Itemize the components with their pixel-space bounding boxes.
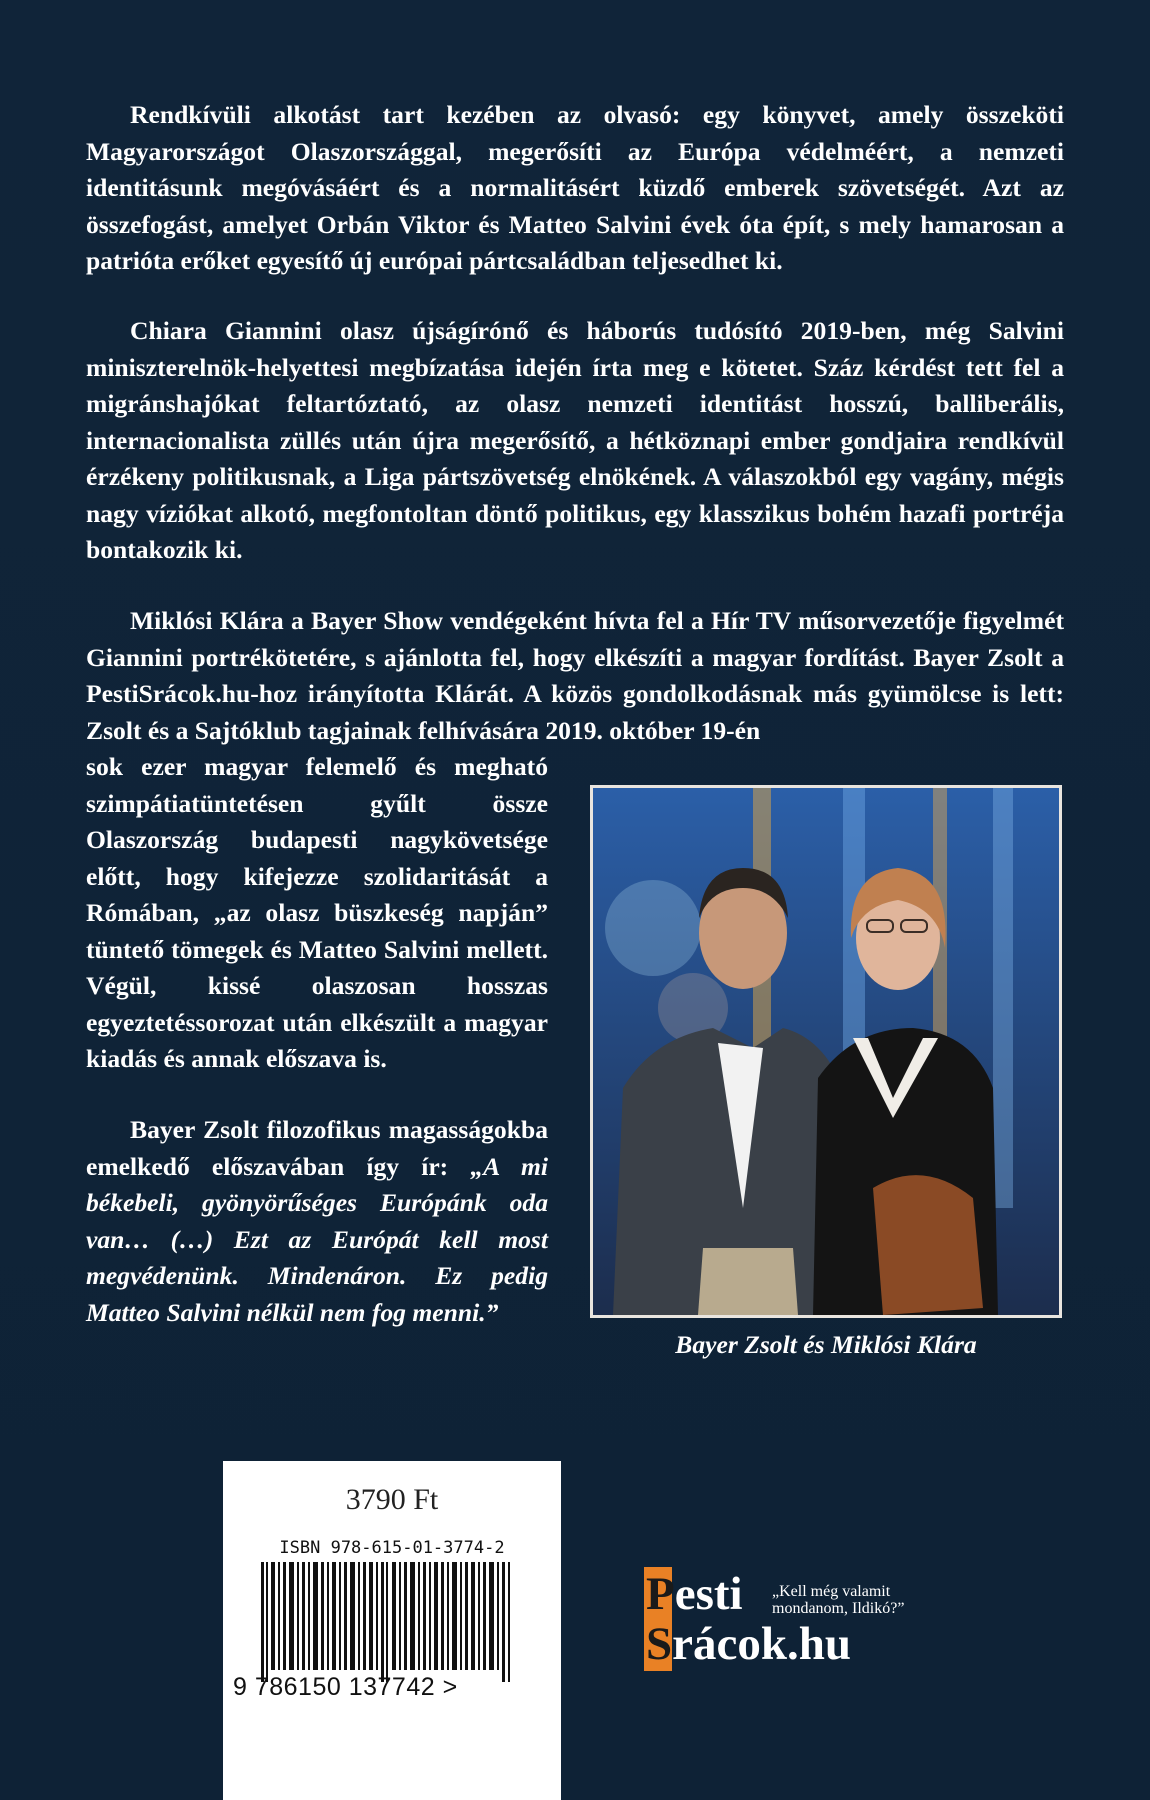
logo-word-sracok-rest: rácok.hu [672, 1618, 852, 1670]
price-label: 3790 Ft [345, 1483, 439, 1516]
blurb-paragraph-2: Chiara Giannini olasz újságírónő és háborús tudósító 2019-ben, még Salvini miniszterelnök-helyettesi megbízatása idején írta meg e kötetet. Száz kérdést tett fel a migránshajókat feltartóztató, az olasz nemzeti identitást hosszú, balliberális, internacionalista züllés után újra megerősítő, a hétköznapi ember gondjaira rendkívül érzékeny politikusnak, a Liga pártszövetség elnökének. A válaszokból egy vagány, mégis nagy víziókat alkotó, megfontoltan döntő politikus, egy klasszikus bohém hazafi portréja bontakozik ki. [86, 316, 1064, 564]
barcode-bars [261, 1562, 521, 1682]
photo-caption: Bayer Zsolt és Miklósi Klára [675, 1330, 977, 1359]
ean-digits: 9 786150 137742 > [233, 1673, 458, 1701]
pestisracok-logo [644, 1567, 944, 1673]
preface-quote-paragraph [86, 1112, 548, 1331]
isbn-label: ISBN 978-615-01-3774-2 [279, 1538, 505, 1558]
logo-letter-s: S [646, 1618, 673, 1670]
photo-illustration [593, 788, 1059, 1315]
author-photo [590, 785, 1062, 1318]
blurb-paragraph-3-continued: sok ezer magyar felemelő és megható szimpátiatüntetésen gyűlt össze Olaszország budapesti nagykövetsége előtt, hogy kifejezze szolidaritását a Rómában, „az olasz büszkeség napján” tüntető tömegek és Matteo Salvini mellett. Végül, kissé olaszosan hosszas egyeztetéssorozat után elkészült a magyar kiadás és annak előszava is. [86, 752, 548, 1073]
logo-slogan: „Kell még valamit mondanom, Ildikó?” [772, 1583, 905, 1617]
preface-intro: Bayer Zsolt filozofikus magasságokba emelkedő előszavában így ír: [86, 1115, 548, 1181]
logo-word-pesti [646, 1568, 743, 1620]
preface-quote: „A mi békebeli, gyönyörűséges Európánk oda van… (…) Ezt az Európát kell most megvédenünk. Mindenáron. Ez pedig Matteo Salvini nélkül nem fog menni.” [86, 1151, 548, 1327]
logo-word-pesti-rest: esti [674, 1568, 743, 1620]
logo-letter-p: P [646, 1568, 675, 1620]
blurb-paragraph-1: Rendkívüli alkotást tart kezében az olvasó: egy könyvet, amely összeköti Magyarországot Olaszországgal, megerősíti az Európa védelméért, a nemzeti identitásunk megóvásáért és a normalitásért küzdő emberek szövetségét. Azt az összefogást, amelyet Orbán Viktor és Matteo Salvini évek óta épít, s mely hamarosan a patrióta erőket egyesítő új európai pártcsaládban teljesedhet ki. [86, 100, 1064, 275]
barcode-panel [223, 1461, 561, 1800]
logo-word-sracok [646, 1618, 852, 1670]
blurb-paragraph-3: Miklósi Klára a Bayer Show vendégeként hívta fel a Hír TV műsorvezetője figyelmét Giannini portrékötetére, s ajánlotta fel, hogy elkészíti a magyar fordítást. Bayer Zsolt a PestiSrácok.hu-hoz irányította Klárát. A közös gondolkodásnak más gyümölcse is lett: Zsolt és a Sajtóklub tagjainak felhívására 2019. október 19-én [86, 606, 1064, 745]
